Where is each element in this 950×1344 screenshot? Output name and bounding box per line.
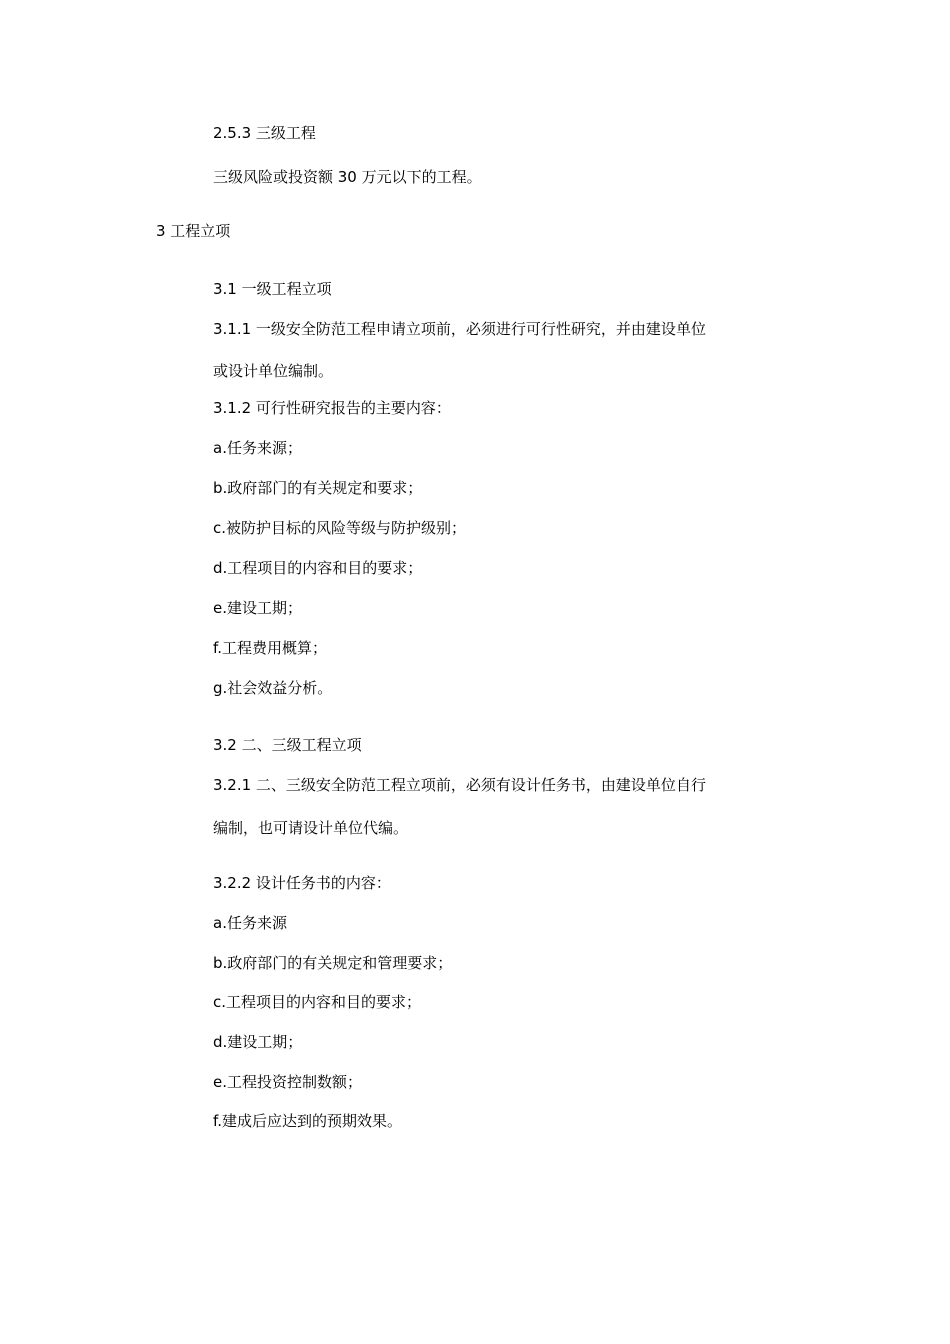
list-item: b.政府部门的有关规定和管理要求； (213, 954, 453, 972)
list-item: d.工程项目的内容和目的要求； (213, 559, 423, 577)
list-item: c.被防护目标的风险等级与防护级别； (213, 519, 467, 537)
section-2-5-3-text: 三级风险或投资额 30 万元以下的工程。 (213, 168, 482, 186)
section-3-2-title: 3.2 二、三级工程立项 (213, 736, 362, 754)
paragraph-3-2-2: 3.2.2 设计任务书的内容： (213, 874, 391, 892)
list-item: e.建设工期； (213, 599, 302, 617)
list-item: c.工程项目的内容和目的要求； (213, 993, 422, 1011)
paragraph-3-1-2: 3.1.2 可行性研究报告的主要内容： (213, 399, 451, 417)
list-item: g.社会效益分析。 (213, 679, 333, 697)
section-2-5-3-title: 2.5.3 三级工程 (213, 124, 316, 142)
list-item: a.任务来源； (213, 439, 302, 457)
list-item: a.任务来源 (213, 914, 287, 932)
paragraph-3-1-1-line-1: 3.1.1 一级安全防范工程申请立项前，必须进行可行性研究，并由建设单位 (213, 320, 706, 338)
chapter-3-title: 3 工程立项 (156, 222, 231, 240)
list-item: d.建设工期； (213, 1033, 303, 1051)
list-item: f.建成后应达到的预期效果。 (213, 1112, 402, 1130)
list-item: b.政府部门的有关规定和要求； (213, 479, 423, 497)
section-3-1-title: 3.1 一级工程立项 (213, 280, 332, 298)
paragraph-3-2-1-line-1: 3.2.1 二、三级安全防范工程立项前，必须有设计任务书，由建设单位自行 (213, 776, 706, 794)
list-item: e.工程投资控制数额； (213, 1073, 362, 1091)
list-item: f.工程费用概算； (213, 639, 327, 657)
paragraph-3-1-1-line-2: 或设计单位编制。 (213, 362, 334, 380)
paragraph-3-2-1-line-2: 编制，也可请设计单位代编。 (213, 819, 409, 837)
